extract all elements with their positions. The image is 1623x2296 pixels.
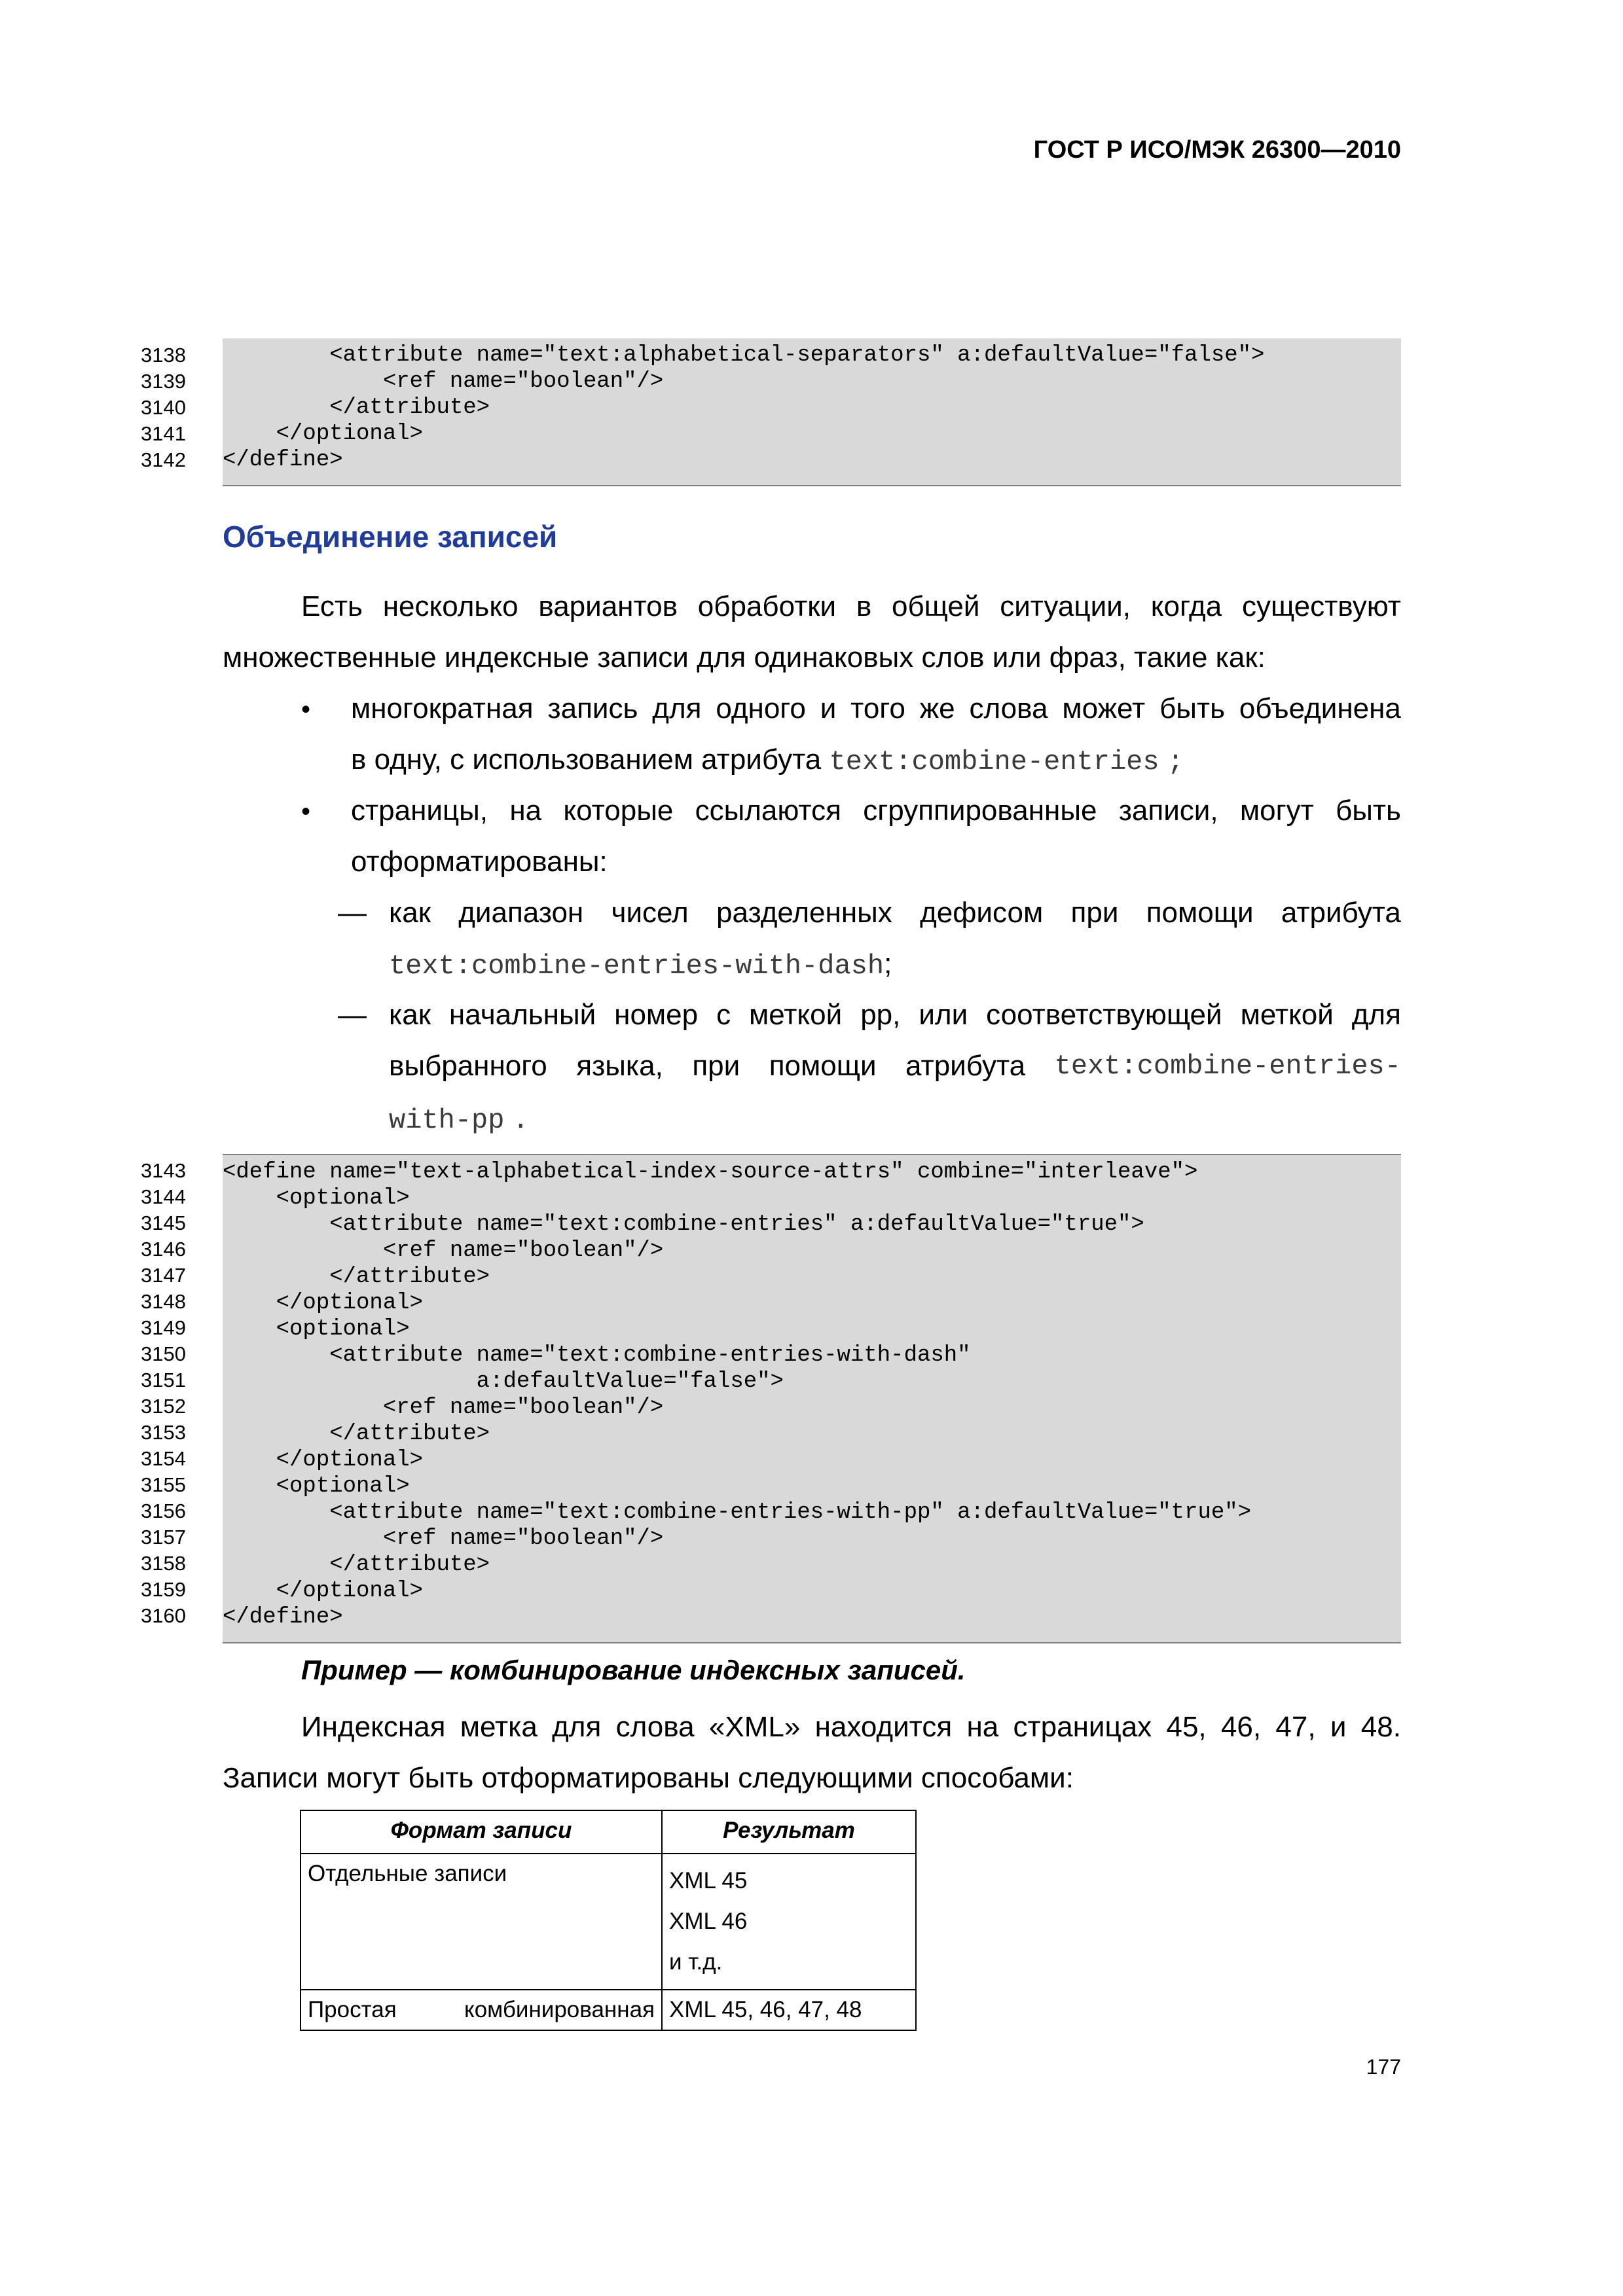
word: многократная <box>351 692 534 725</box>
code-line: </optional> <box>223 1291 424 1316</box>
word: с <box>716 999 731 1031</box>
code-line: <optional> <box>223 1317 410 1342</box>
word: или <box>919 999 968 1031</box>
format-word: комбинированная <box>464 1997 655 2022</box>
word: на <box>509 795 542 827</box>
table-cell-result: XML 45, 46, 47, 48 <box>662 1990 916 2030</box>
code-line: <define name="text-alphabetical-index-source-attrs" combine="interleave"> <box>223 1160 1198 1185</box>
word: и <box>820 692 837 725</box>
dash-2-line-1 <box>389 990 1401 1041</box>
example-heading: Пример — комбинирование индексных записей. <box>301 1655 966 1685</box>
table-header-format: Формат записи <box>301 1810 662 1854</box>
code-line: </define> <box>223 448 343 473</box>
word: меткой <box>749 999 843 1031</box>
dash-2-line-3 <box>389 1093 529 1146</box>
word: сгруппированные <box>863 795 1097 827</box>
line-number: 3153 <box>141 1421 186 1444</box>
code-line: <optional> <box>223 1474 410 1499</box>
word: того <box>850 692 905 725</box>
line-number: 3140 <box>141 396 186 419</box>
line-number: 3143 <box>141 1159 186 1182</box>
line-number: 3141 <box>141 422 186 445</box>
line-number: 3148 <box>141 1290 186 1313</box>
word: дефисом <box>920 897 1044 929</box>
code-line: <attribute name="text:alphabetical-separators" a:defaultValue="false"> <box>223 343 1265 368</box>
word: диапазон <box>458 897 584 929</box>
word: номер <box>614 999 699 1031</box>
word: для <box>552 1711 602 1743</box>
word: запись <box>547 692 638 725</box>
word: соответствующей <box>986 999 1222 1031</box>
dash-2-end: . <box>512 1105 529 1136</box>
code-line: </optional> <box>223 1579 424 1604</box>
word: могут <box>1239 795 1314 827</box>
word: чисел <box>611 897 689 929</box>
result-line: и т.д. <box>669 1949 723 1975</box>
bullet-1-text: в одну, с использованием атрибута <box>351 744 822 776</box>
word: разделенных <box>716 897 892 929</box>
word: обработки <box>697 590 837 622</box>
word: ситуации, <box>1000 590 1131 622</box>
code-line: <attribute name="text:combine-entries-with-pp" a:defaultValue="true"> <box>223 1500 1252 1525</box>
bullet-1-code: text:combine-entries <box>829 746 1159 778</box>
word: 46, <box>1220 1711 1262 1743</box>
word: атрибута <box>905 1050 1026 1082</box>
format-word: Простая <box>308 1997 397 2022</box>
line-number: 3150 <box>141 1342 186 1365</box>
word: быть <box>1336 795 1401 827</box>
table-header-result: Результат <box>662 1810 916 1854</box>
line-number: 3157 <box>141 1526 186 1549</box>
line-number: 3145 <box>141 1211 186 1234</box>
line-number: 3142 <box>141 448 186 471</box>
word: в <box>856 590 872 622</box>
word: может <box>1062 692 1146 725</box>
word: же <box>919 692 955 725</box>
line-number: 3158 <box>141 1552 186 1575</box>
code-line: </attribute> <box>223 1265 490 1289</box>
dash-marker-2: — <box>338 999 367 1031</box>
word: существуют <box>1241 590 1401 622</box>
word: ссылаются <box>695 795 841 827</box>
dash-marker-1: — <box>338 897 367 929</box>
line-number: 3156 <box>141 1499 186 1522</box>
bullet-2-line-2: отформатированы: <box>351 846 608 878</box>
word: атрибута <box>1281 897 1401 929</box>
table-cell-result <box>662 1854 916 1990</box>
word: помощи <box>1146 897 1254 929</box>
line-number: 3160 <box>141 1604 186 1627</box>
bullet-marker-1: • <box>301 695 311 724</box>
code-line: a:defaultValue="false"> <box>223 1369 784 1394</box>
word: страницах <box>1013 1711 1152 1743</box>
code-line: </attribute> <box>223 395 490 420</box>
word: при <box>1070 897 1119 929</box>
code-line: <ref name="boolean"/> <box>223 1526 664 1551</box>
word: pp, <box>860 999 901 1031</box>
intro-paragraph-line-1 <box>301 581 1401 632</box>
dash-1-code: text:combine-entries-with-dash <box>389 950 884 982</box>
dash-2-line-2 <box>389 1041 1401 1092</box>
word: слова <box>969 692 1048 725</box>
bullet-2-line-1 <box>351 785 1401 836</box>
line-number: 3155 <box>141 1473 186 1496</box>
table-cell-format: Отдельные записи <box>301 1854 662 1990</box>
bullet-1-line-2 <box>351 734 1184 787</box>
line-number: 3138 <box>141 344 186 367</box>
section-title: Объединение записей <box>223 520 558 554</box>
line-number: 3146 <box>141 1238 186 1261</box>
line-number: 3149 <box>141 1316 186 1339</box>
example-line-1 <box>301 1702 1401 1753</box>
line-number: 3159 <box>141 1578 186 1601</box>
table-header-row <box>301 1810 916 1854</box>
page-number: 177 <box>1366 2055 1401 2079</box>
word: Есть <box>301 590 363 622</box>
code-line: </define> <box>223 1605 343 1630</box>
word: которые <box>563 795 674 827</box>
word: как <box>389 999 431 1031</box>
word: когда <box>1150 590 1222 622</box>
word: 47, <box>1275 1711 1316 1743</box>
word: объединена <box>1239 692 1401 725</box>
example-line-2: Записи могут быть отформатированы следующими способами: <box>223 1762 1074 1794</box>
bullet-1-line-1 <box>351 683 1401 734</box>
code-line: <ref name="boolean"/> <box>223 1238 664 1263</box>
word: помощи <box>769 1050 877 1082</box>
word: для <box>1351 999 1401 1031</box>
code-line: </attribute> <box>223 1552 490 1577</box>
code-block-2 <box>223 1154 1401 1643</box>
word: метка <box>460 1711 538 1743</box>
word: начальный <box>448 999 596 1031</box>
code-line: </optional> <box>223 1448 424 1473</box>
line-number: 3152 <box>141 1395 186 1418</box>
line-number: 3154 <box>141 1447 186 1470</box>
code-line: </optional> <box>223 422 424 446</box>
code-line: <ref name="boolean"/> <box>223 1395 664 1420</box>
word: находится <box>814 1711 953 1743</box>
dash-1-line-1 <box>389 888 1401 939</box>
word: Индексная <box>301 1711 446 1743</box>
result-line: XML 45 <box>669 1868 748 1893</box>
word: вариантов <box>538 590 678 622</box>
line-number: 3147 <box>141 1264 186 1287</box>
word: на <box>966 1711 999 1743</box>
word: языка, <box>576 1050 663 1082</box>
word: 45, <box>1166 1711 1207 1743</box>
word: общей <box>891 590 980 622</box>
word: для <box>652 692 702 725</box>
dash-1-end: ; <box>884 948 892 980</box>
code-line: </attribute> <box>223 1422 490 1446</box>
line-number: 3139 <box>141 370 186 393</box>
code-line: <attribute name="text:combine-entries-with-dash" <box>223 1343 971 1368</box>
line-number: 3151 <box>141 1369 186 1391</box>
word: одного <box>716 692 806 725</box>
bullet-marker-2: • <box>301 797 311 826</box>
word: страницы, <box>351 795 488 827</box>
word: 48. <box>1360 1711 1401 1743</box>
word: несколько <box>382 590 519 622</box>
table-cell-format <box>301 1990 662 2030</box>
code-line: <optional> <box>223 1186 410 1211</box>
table-row <box>301 1854 916 1990</box>
dash-1-line-2 <box>389 939 892 992</box>
code-block-1 <box>223 338 1401 486</box>
word: быть <box>1159 692 1225 725</box>
code-line: <ref name="boolean"/> <box>223 369 664 394</box>
word: и <box>1330 1711 1347 1743</box>
intro-paragraph-line-2: множественные индексные записи для одинаковых слов или фраз, такие как: <box>223 641 1266 673</box>
table-row <box>301 1990 916 2030</box>
line-number: 3144 <box>141 1185 186 1208</box>
entries-format-table <box>300 1810 917 2031</box>
document-header: ГОСТ Р ИСО/МЭК 26300—2010 <box>1033 136 1401 164</box>
word: как <box>389 897 431 929</box>
word: выбранного <box>389 1050 547 1082</box>
word: меткой <box>1240 999 1334 1031</box>
result-line: XML 46 <box>669 1909 748 1934</box>
word: «XML» <box>708 1711 801 1743</box>
word: записи, <box>1118 795 1218 827</box>
word: при <box>692 1050 740 1082</box>
dash-2-code-b: with-pp <box>389 1105 505 1136</box>
code-line: <attribute name="text:combine-entries" a:defaultValue="true"> <box>223 1212 1144 1237</box>
word: слова <box>615 1711 695 1743</box>
bullet-1-end: ; <box>1167 746 1184 778</box>
dash-2-code-a: text:combine-entries- <box>1054 1050 1401 1082</box>
